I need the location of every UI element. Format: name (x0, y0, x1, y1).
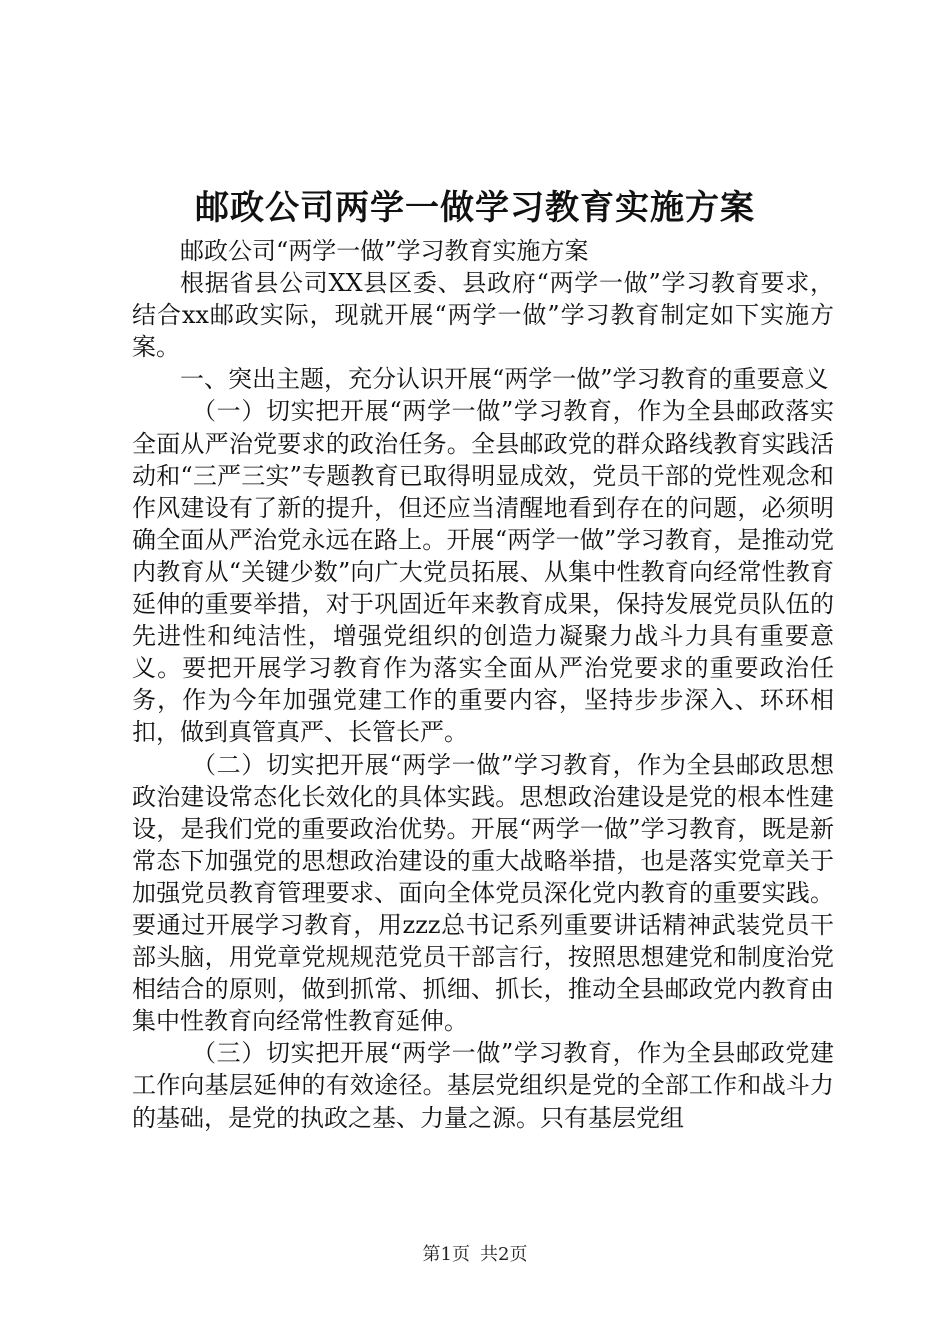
paragraph-intro: 根据省县公司XX县区委、县政府“两学一做”学习教育要求，结合xx邮政实际，现就开展“两学一做”学习教育制定如下实施方案。 (132, 269, 834, 362)
paragraph-item-1: （一）切实把开展“两学一做”学习教育，作为全县邮政落实全面从严治党要求的政治任务。全县邮政党的群众路线教育实践活动和“三严三实”专题教育已取得明显成效，党员干部的党性观念和作风建设有了新的提升，但还应当清醒地看到存在的问题，必须明确全面从严治党永远在路上。开展“两学一做”学习教育，是推动党内教育从“关键少数”向广大党员拓展、从集中性教育向经常性教育延伸的重要举措，对于巩固近年来教育成果，保持发展党员队伍的先进性和纯洁性，增强党组织的创造力凝聚力战斗力具有重要意义。要把开展学习教育作为落实全面从严治党要求的重要政治任务，作为今年加强党建工作的重要内容，坚持步步深入、环环相扣，做到真管真严、长管长严。 (132, 397, 834, 747)
section-heading-1: 一、突出主题，充分认识开展“两学一做”学习教育的重要意义 (180, 365, 829, 394)
document-title: 邮政公司两学一做学习教育实施方案 (195, 188, 755, 228)
paragraph-subtitle: 邮政公司“两学一做”学习教育实施方案 (180, 237, 589, 265)
paragraph-item-2: （二）切实把开展“两学一做”学习教育，作为全县邮政思想政治建设常态化长效化的具体实践。思想政治建设是党的根本性建设，是我们党的重要政治优势。开展“两学一做”学习教育，既是新常态下加强党的思想政治建设的重大战略举措，也是落实党章关于加强党员教育管理要求、面向全体党员深化党内教育的重要实践。要通过开展学习教育，用zzz总书记系列重要讲话精神武装党员干部头脑，用党章党规规范党员干部言行，按照思想建党和制度治党相结合的原则，做到抓常、抓细、抓长，推动全县邮政党内教育由集中性教育向经常性教育延伸。 (132, 750, 834, 1036)
page-number: 第1页 (422, 1244, 470, 1265)
document-body (132, 235, 834, 1134)
paragraph-item-3: （三）切实把开展“两学一做”学习教育，作为全县邮政党建工作向基层延伸的有效途径。基层党组织是党的全部工作和战斗力的基础，是党的执政之基、力量之源。只有基层党组 (132, 1039, 834, 1132)
page-footer (0, 1243, 950, 1267)
page-total: 共2页 (480, 1244, 528, 1265)
